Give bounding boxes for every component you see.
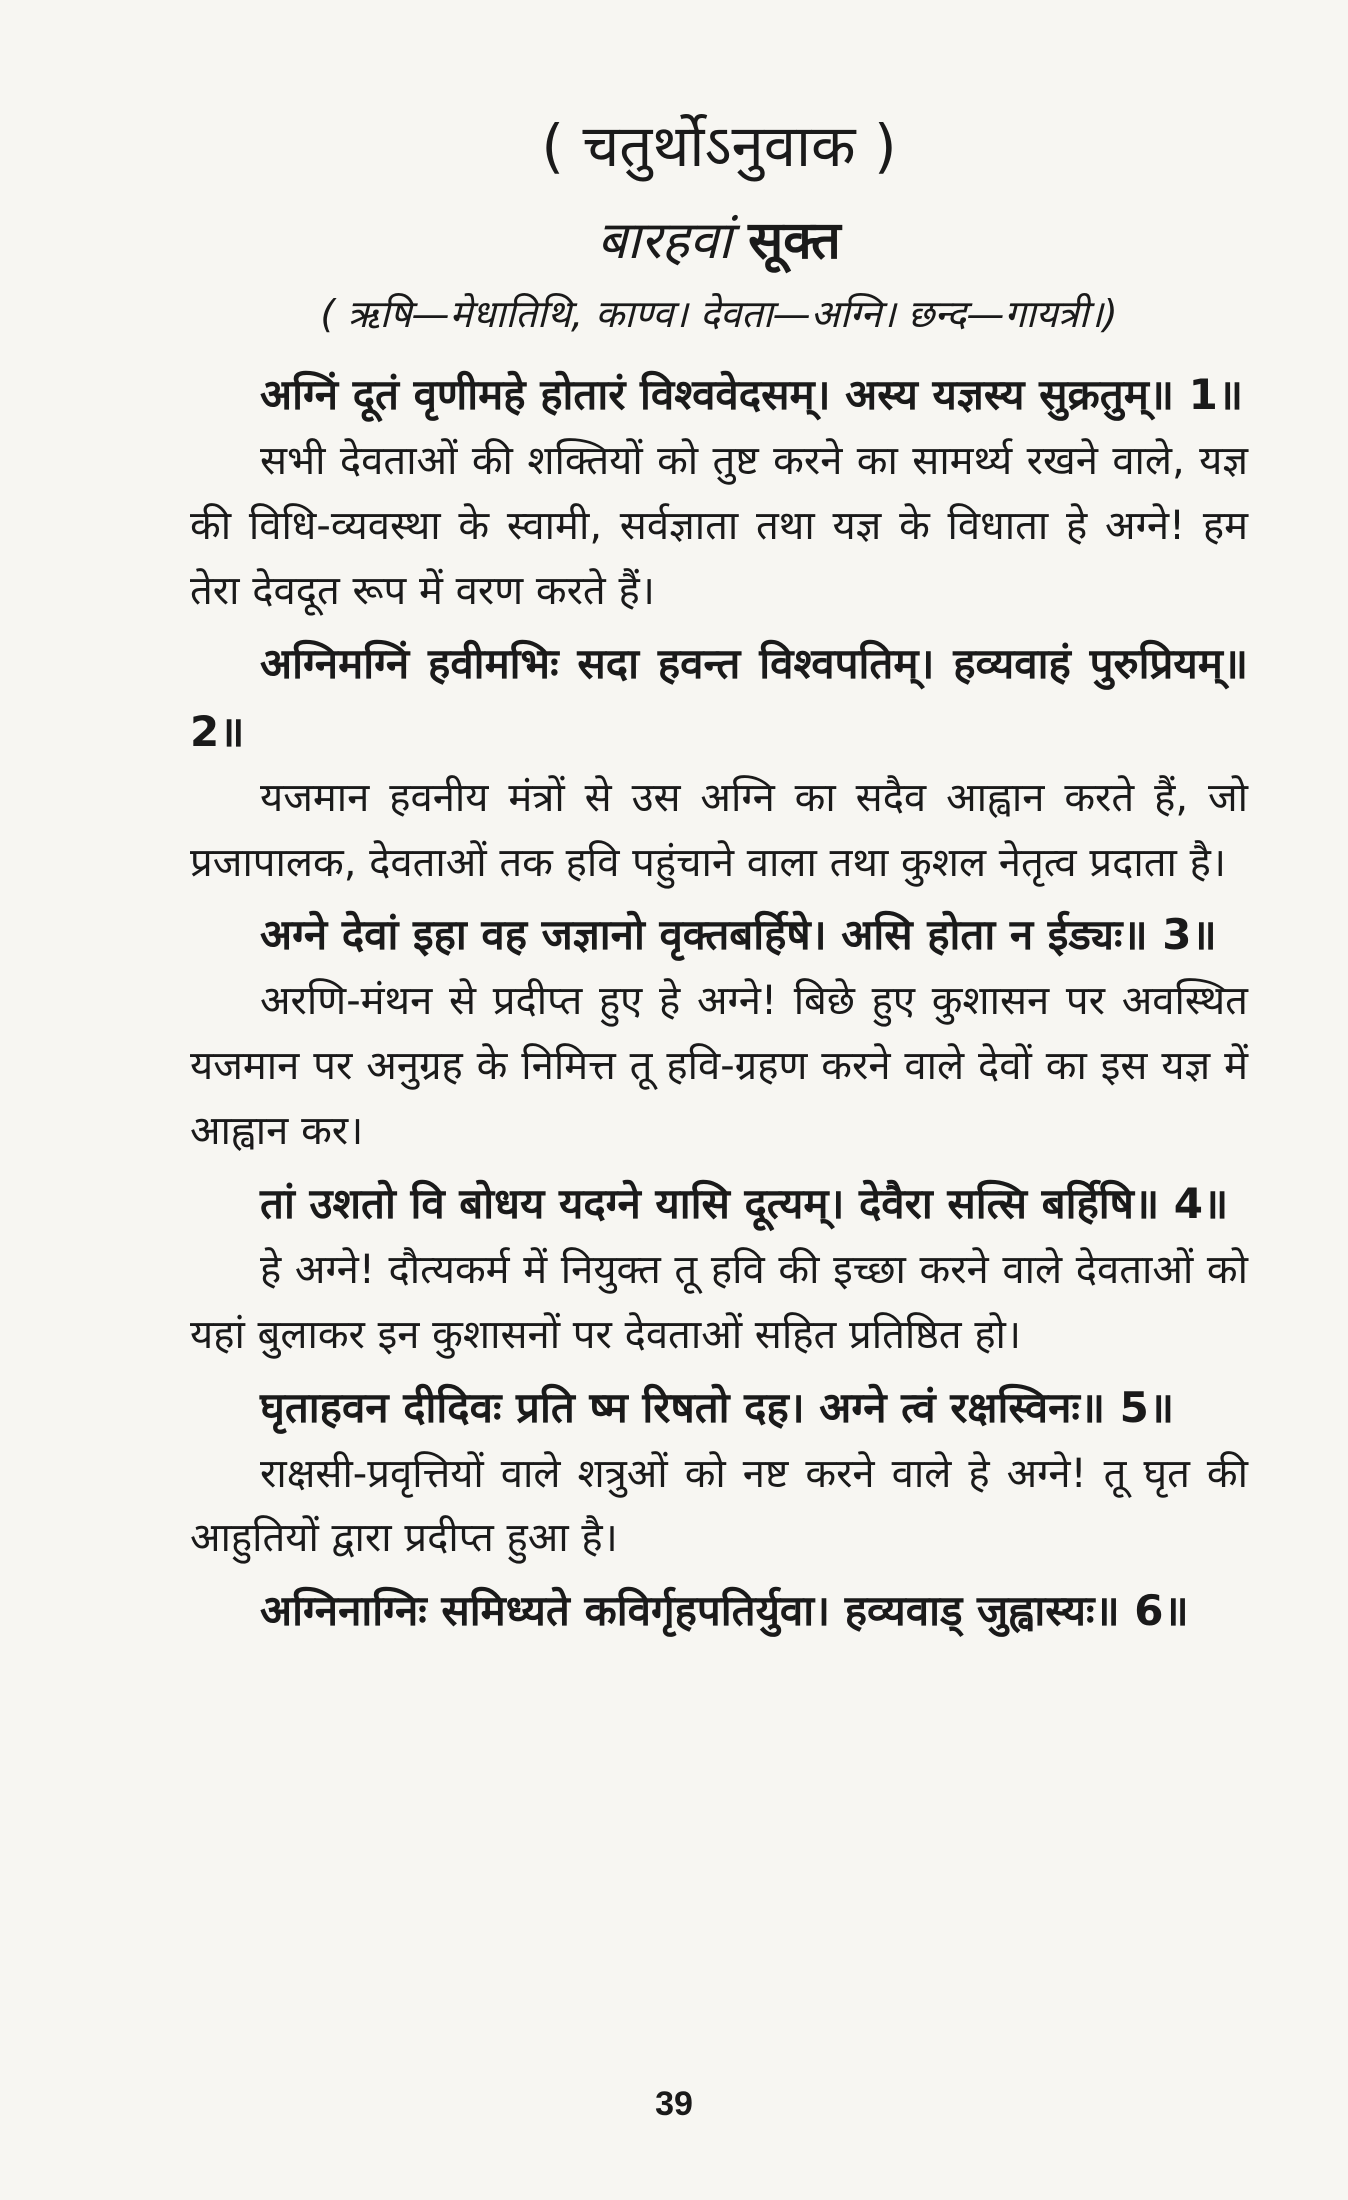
meaning-5: राक्षसी-प्रवृत्तियों वाले शत्रुओं को नष्ट करने वाले हे अग्ने! तू घृत की आहुतियों द्वारा प्रदीप्त हुआ है। (190, 1450, 1248, 1562)
meaning-1: सभी देवताओं की शक्तियों को तुष्ट करने का सामर्थ्य रखने वाले, यज्ञ की विधि-व्यवस्था के स्वामी, सर्वज्ञाता तथा यज्ञ के विधाता हे अग्ने! हम तेरा देवदूत रूप में वरण करते हैं। (190, 438, 1248, 614)
sukta-number: बारहवां (597, 210, 732, 271)
page-number: 39 (655, 2085, 693, 2123)
rishi-devata-chhand: ( ऋषि—मेधातिथि, काण्व। देवता—अग्नि। छन्द—गायत्री।) (320, 291, 1118, 336)
meaning-4: हे अग्ने! दौत्यकर्म में नियुक्त तू हवि की इच्छा करने वाले देवताओं को यहां बुलाकर इन कुशासनों पर देवताओं सहित प्रतिष्ठित हो। (190, 1246, 1248, 1358)
sukta-title (190, 210, 1248, 272)
meaning-2: यजमान हवनीय मंत्रों से उस अग्नि का सदैव आह्वान करते हैं, जो प्रजापालक, देवताओं तक हवि पहुंचाने वाला तथा कुशल नेतृत्व प्रदाता है। (190, 774, 1248, 886)
mantra-4: तां उशतो वि बोधय यदग्ने यासि दूत्यम्। देवैरा सत्सि बर्हिषि॥ 4॥ (260, 1178, 1229, 1228)
mantra-3: अग्ने देवां इहा वह जज्ञानो वृक्तबर्हिषे। असि होता न ईड्यः॥ 3॥ (260, 910, 1217, 960)
mantra-5: घृताहवन दीदिवः प्रति ष्म रिषतो दह। अग्ने त्वं रक्षस्विनः॥ 5॥ (260, 1382, 1175, 1432)
mantra-2: अग्निमग्निं हवीमभिः सदा हवन्त विश्वपतिम्। हव्यवाहं पुरुप्रियम्॥ 2॥ (190, 638, 1248, 756)
mantra-6: अग्निनाग्निः समिध्यते कविर्गृहपतिर्युवा। हव्यवाड् जुह्वास्यः॥ 6॥ (260, 1586, 1189, 1636)
sukta-word: सूक्त (748, 210, 841, 271)
meaning-3: अरणि-मंथन से प्रदीप्त हुए हे अग्ने! बिछे हुए कुशासन पर अवस्थित यजमान पर अनुग्रह के निमित्त तू हवि-ग्रहण करने वाले देवों का इस यज्ञ में आह्वान कर। (190, 978, 1248, 1155)
anuvak-heading: ( चतुर्थोऽनुवाक ) (541, 112, 897, 180)
mantra-1: अग्निं दूतं वृणीमहे होतारं विश्ववेदसम्। अस्य यज्ञस्य सुक्रतुम्॥ 1॥ (260, 370, 1244, 420)
